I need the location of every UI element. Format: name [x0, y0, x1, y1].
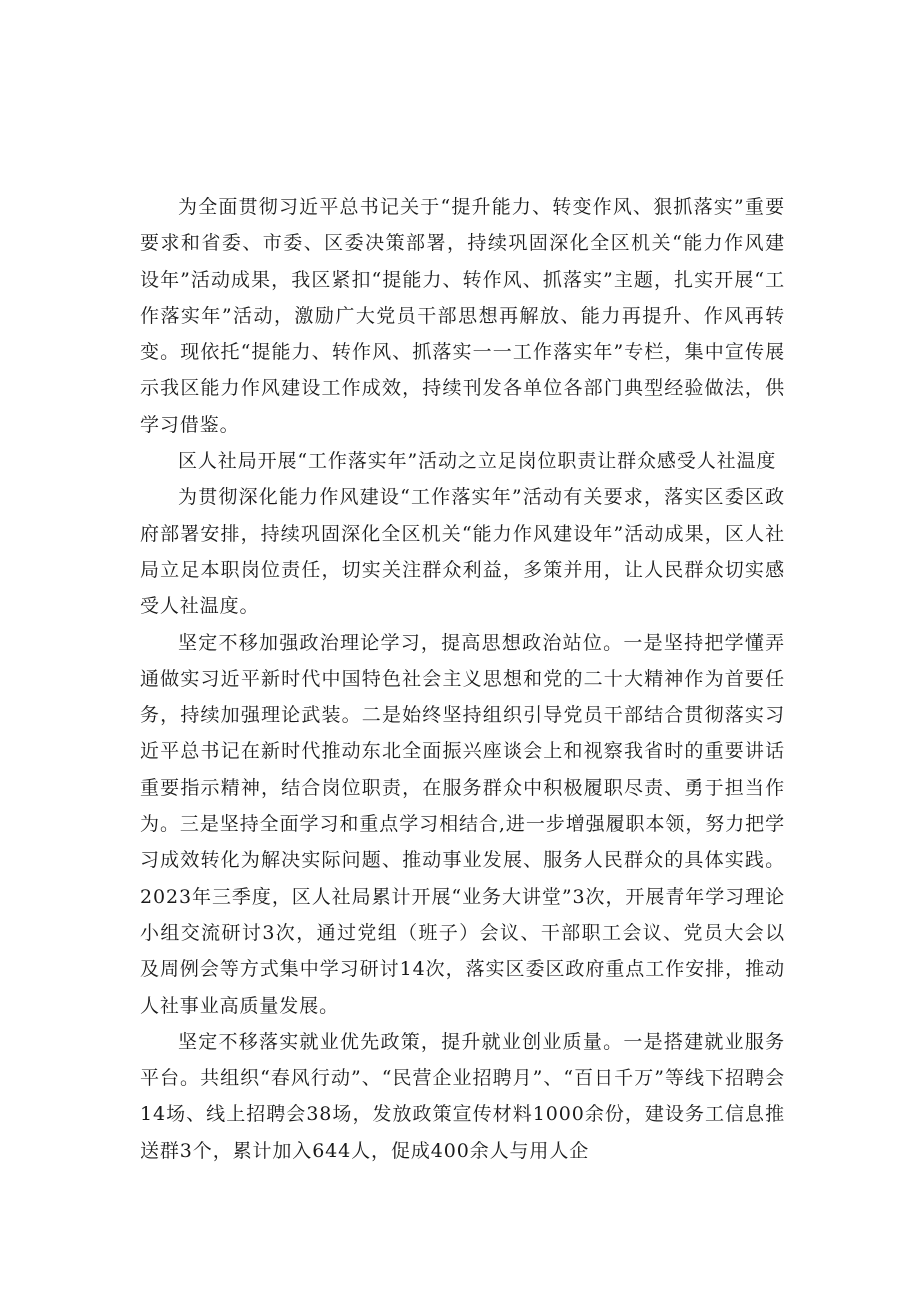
employment-paragraph: 坚定不移落实就业优先政策，提升就业创业质量。一是搭建就业服务平台。共组织“春风行动”、“民营企业招聘月”、“百日千万”等线下招聘会14场、线上招聘会38场，发放政策宣传材料1000余份，建设务工信息推送群3个，累计加入644人，促成400余人与用人企: [140, 1030, 785, 1162]
political-study-paragraph: 坚定不移加强政治理论学习，提高思想政治站位。一是坚持把学懂弄通做实习近平新时代中国特色社会主义思想和党的二十大精神作为首要任务，持续加强理论武装。二是始终坚持组织引导党员干部结合贯彻落实习近平总书记在新时代推动东北全面振兴座谈会上和视察我省时的重要讲话重要指示精神，结合岗位职责，在服务群众中积极履职尽责、勇于担当作为。三是坚持全面学习和重点学习相结合,进一步增强履职本领，努力把学习成效转化为解决实际问题、推动事业发展、服务人民群众的具体实践。2023年三季度，区人社局累计开展“业务大讲堂”3次，开展青年学习理论小组交流研讨3次，通过党组（班子）会议、干部职工会议、党员大会以及周例会等方式集中学习研讨14次，落实区委区政府重点工作安排，推动人社事业高质量发展。: [140, 631, 785, 1017]
intro-paragraph: 为全面贯彻习近平总书记关于“提升能力、转变作风、狠抓落实”重要要求和省委、市委、区委决策部署，持续巩固深化全区机关“能力作风建设年”活动成果，我区紧扣“提能力、转作风、抓落实”主题，扎实开展“工作落实年”活动，激励广大党员干部思想再解放、能力再提升、作风再转变。现依托“提能力、转作风、抓落实一一工作落实年”专栏，集中宣传展示我区能力作风建设工作成效，持续刊发各单位各部门典型经验做法，供学习借鉴。: [140, 196, 785, 436]
document-body: [140, 189, 785, 1169]
lead-paragraph: 为贯彻深化能力作风建设“工作落实年”活动有关要求，落实区委区政府部署安排，持续巩固深化全区机关“能力作风建设年”活动成果，区人社局立足本职岗位责任，切实关注群众利益，多策并用，让人民群众切实感受人社温度。: [140, 486, 785, 618]
article-title: 区人社局开展“工作落实年”活动之立足岗位职责让群众感受人社温度: [178, 450, 777, 473]
